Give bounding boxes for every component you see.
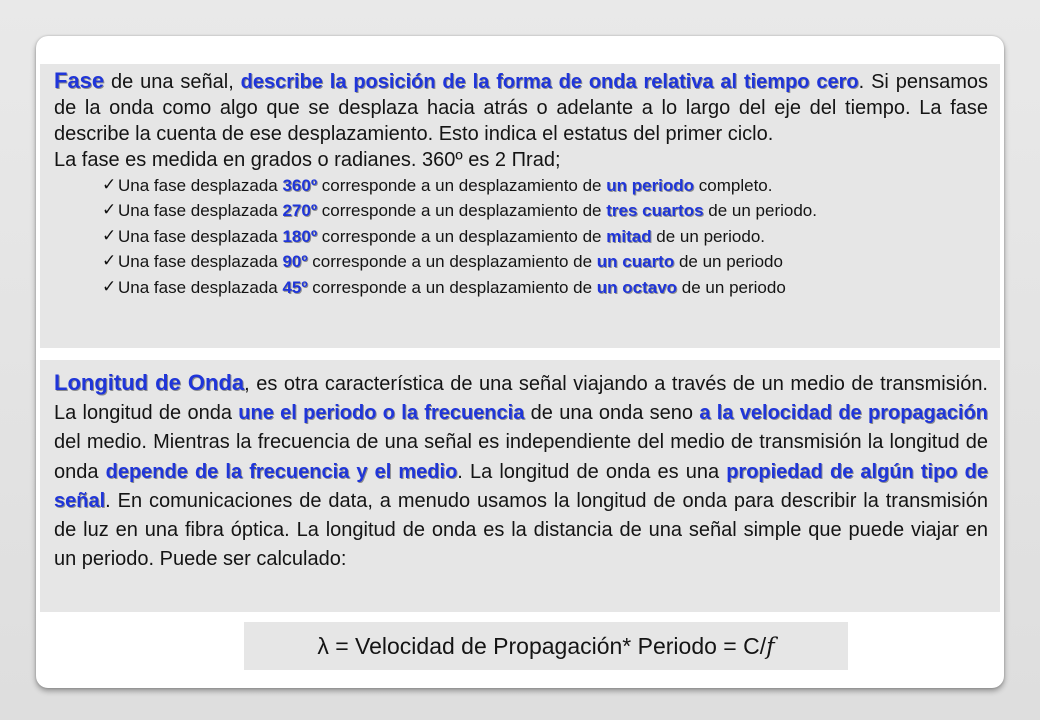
list-item xyxy=(102,173,988,198)
item-degree: 180º xyxy=(282,226,318,246)
item-degree: 270º xyxy=(282,201,318,221)
checkmark-icon: ✓ xyxy=(102,225,117,246)
phase-text-1: de una señal, xyxy=(104,71,241,93)
checkmark-icon: ✓ xyxy=(102,200,117,221)
checkmark-icon: ✓ xyxy=(102,251,117,272)
item-degree: 45º xyxy=(282,277,308,297)
item-highlight: un octavo xyxy=(596,277,678,297)
phase-paragraph xyxy=(54,68,988,147)
list-item xyxy=(102,249,988,274)
item-text: Una fase desplazada xyxy=(118,277,283,297)
checkmark-icon: ✓ xyxy=(102,276,117,297)
item-text: corresponde a un desplazamiento de xyxy=(307,252,597,272)
formula-text: λ = Velocidad de Propagación* Periodo = C/ xyxy=(317,633,767,659)
item-text: corresponde a un desplazamiento de xyxy=(307,277,597,297)
list-item xyxy=(102,198,988,223)
slide xyxy=(36,36,1004,688)
item-text: corresponde a un desplazamiento de xyxy=(317,226,607,246)
wavelength-highlight-2: a la velocidad de propagación xyxy=(699,402,988,425)
wavelength-highlight-3: depende de la frecuencia y el medio xyxy=(105,460,458,483)
wavelength-text-2: de una onda seno xyxy=(524,402,700,425)
checkmark-icon: ✓ xyxy=(102,175,117,195)
item-text: Una fase desplazada xyxy=(118,252,283,272)
wavelength-term: Longitud de Onda xyxy=(54,370,245,395)
item-text: Una fase desplazada xyxy=(118,176,283,195)
item-text: de un periodo xyxy=(674,252,783,272)
wavelength-text-1: , es otra característica de una señal viajando a través de un medio de transmisión. La longitud de onda xyxy=(54,373,988,425)
item-text: corresponde a un desplazamiento de xyxy=(317,176,607,195)
list-item xyxy=(102,224,988,249)
wavelength-text-5: . En comunicaciones de data, a menudo usamos la longitud de onda para describir la transmisión de luz en una fibra óptica. La longitud de onda es la distancia de una señal simple que puede viajar en un periodo. Puede ser calculado: xyxy=(54,489,988,571)
phase-measure-line: La fase es medida en grados o radianes. 360º es 2 Πrad; xyxy=(54,149,561,171)
item-degree: 90º xyxy=(282,252,308,272)
item-highlight: un cuarto xyxy=(596,252,675,272)
item-highlight: un periodo xyxy=(606,176,695,195)
phase-highlight: describe la posición de la forma de onda relativa al tiempo cero xyxy=(240,71,859,93)
wavelength-text-4: . La longitud de onda es una xyxy=(457,460,727,483)
phase-text-2: . Si pensamos de la onda como algo que se desplaza hacia atrás o adelante a lo largo del eje del tiempo. La fase describe la cuenta de ese desplazamiento. Esto indica el estatus del primer ciclo. xyxy=(54,71,988,145)
item-text: de un periodo. xyxy=(651,226,765,246)
item-text: completo. xyxy=(694,176,773,195)
wavelength-paragraph xyxy=(54,368,988,574)
item-text: corresponde a un desplazamiento de xyxy=(317,201,607,221)
wavelength-formula xyxy=(244,622,848,670)
item-highlight: tres cuartos xyxy=(606,201,704,221)
wavelength-section xyxy=(40,360,1000,612)
item-highlight: mitad xyxy=(606,226,652,246)
item-text: Una fase desplazada xyxy=(118,226,283,246)
phase-list xyxy=(54,173,988,300)
phase-section xyxy=(40,64,1000,348)
wavelength-text-3: del medio. Mientras la frecuencia de una señal es independiente del medio de transmisión la longitud de onda xyxy=(54,431,988,483)
item-text: de un periodo. xyxy=(703,201,817,221)
formula-frequency-symbol: f xyxy=(766,634,775,660)
item-text: de un periodo xyxy=(677,277,786,297)
item-degree: 360º xyxy=(282,176,318,195)
wavelength-highlight-1: une el periodo o la frecuencia xyxy=(238,402,525,425)
list-item xyxy=(102,275,988,300)
item-text: Una fase desplazada xyxy=(118,201,283,221)
phase-term: Fase xyxy=(54,68,105,93)
wavelength-highlight-4: propiedad de algún tipo de señal xyxy=(54,460,988,512)
